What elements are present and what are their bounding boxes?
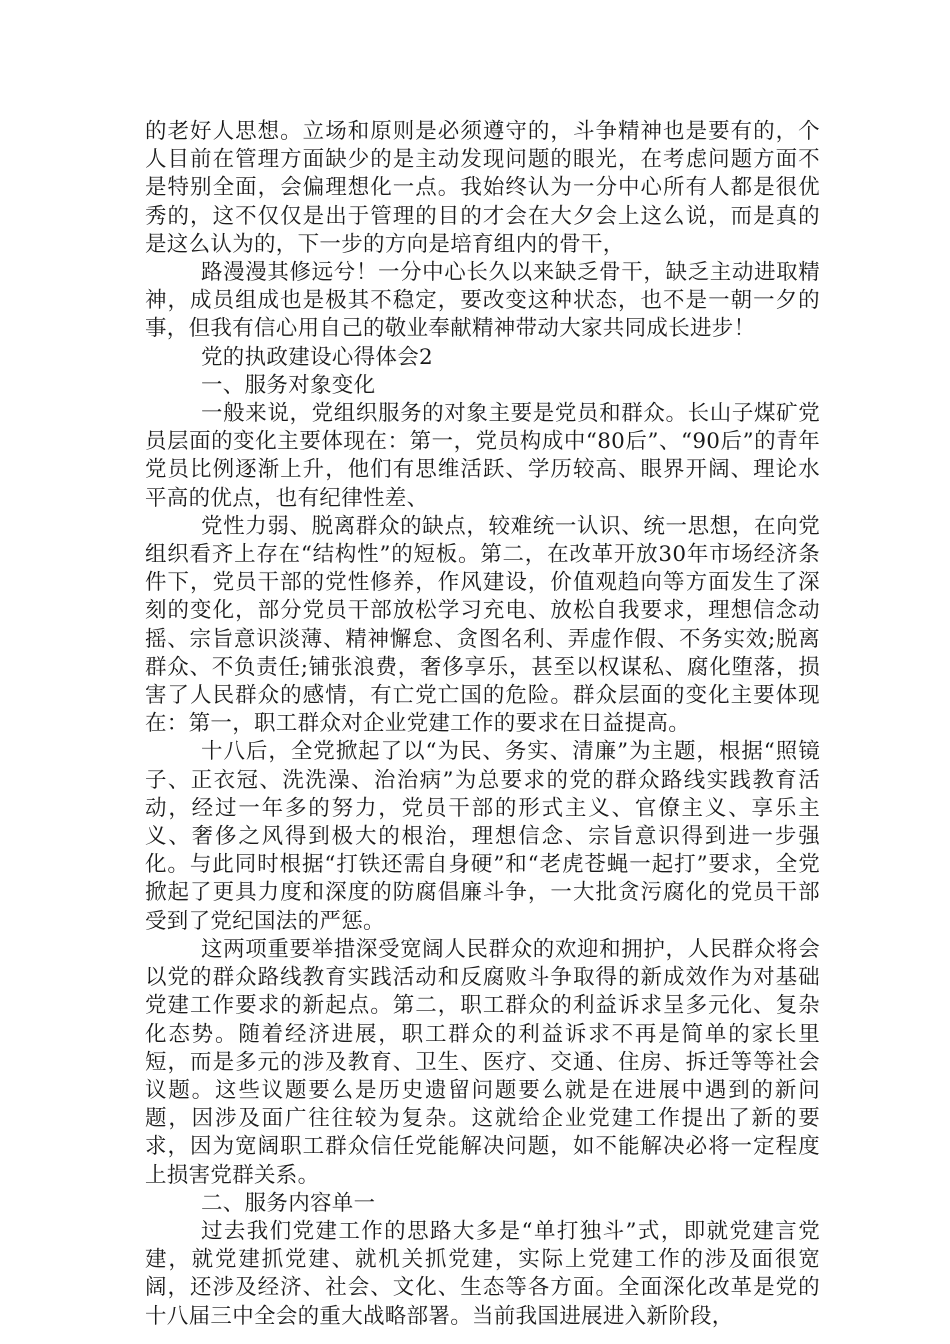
paragraph: 十八后，全党掀起了以“为民、务实、清廉”为主题，根据“照镜子、正衣冠、洗洗澡、治治病”为总要求的党的群众路线实践教育活动，经过一年多的努力，党员干部的形式主义、官僚主义、享乐主义、奢侈之风得到极大的根治，理想信念、宗旨意识得到进一步强化。与此同时根据“打铁还需自身硬”和“老虎苍蝇一起打”要求，全党掀起了更具力度和深度的防腐倡廉斗争，一大批贪污腐化的党员干部受到了党纪国法的严惩。 [145, 739, 820, 934]
section-heading: 二、服务内容单一 [201, 1190, 376, 1216]
paragraph: 过去我们党建工作的思路大多是“单打独斗”式，即就党建言党建，就党建抓党建、就机关抓党建，实际上党建工作的涉及面很宽阔，还涉及经济、社会、文化、生态等各方面。全面深化改革是党的十八届三中全会的重大战略部署。当前我国进展进入新阶段， [145, 1218, 820, 1329]
section-title: 党的执政建设心得体会2 [201, 344, 433, 370]
section-heading: 一、服务对象变化 [201, 372, 376, 398]
paragraph: 的老好人思想。立场和原则是必须遵守的，斗争精神也是要有的，个人目前在管理方面缺少的是主动发现问题的眼光，在考虑问题方面不是特别全面，会偏理想化一点。我始终认为一分中心所有人都是很优秀的，这不仅仅是出于管理的目的才会在大夕会上这么说，而是真的是这么认为的，下一步的方向是培育组内的骨干， [145, 119, 820, 257]
paragraph: 这两项重要举措深受宽阔人民群众的欢迎和拥护，人民群众将会以党的群众路线教育实践活动和反腐败斗争取得的新成效作为对基础党建工作要求的新起点。第二，职工群众的利益诉求呈多元化、复杂化态势。随着经济进展，职工群众的利益诉求不再是简单的家长里短，而是多元的涉及教育、卫生、医疗、交通、住房、拆迁等等社会议题。这些议题要么是历史遗留问题要么就是在进展中遇到的新问题，因涉及面广往往较为复杂。这就给企业党建工作提出了新的要求，因为宽阔职工群众信任党能解决问题，如不能解决必将一定程度上损害党群关系。 [145, 936, 820, 1188]
paragraph: 路漫漫其修远兮！一分中心长久以来缺乏骨干，缺乏主动进取精神，成员组成也是极其不稳定，要改变这种状态，也不是一朝一夕的事，但我有信心用自己的敬业奉献精神带动大家共同成长进步！ [145, 260, 820, 342]
paragraph: 一般来说，党组织服务的对象主要是党员和群众。长山子煤矿党员层面的变化主要体现在：第一，党员构成中“80后”、“90后”的青年党员比例逐渐上升，他们有思维活跃、学历较高、眼界开阔、理论水平高的优点，也有纪律性差、 [145, 401, 820, 511]
document-page [145, 118, 820, 1331]
paragraph: 党性力弱、脱离群众的缺点，较难统一认识、统一思想，在向党组织看齐上存在“结构性”的短板。第二，在改革开放30年市场经济条件下，党员干部的党性修养，作风建设，价值观趋向等方面发生了深刻的变化，部分党员干部放松学习充电、放松自我要求，理想信念动摇、宗旨意识淡薄、精神懈怠、贪图名利、弄虚作假、不务实效;脱离群众、不负责任;铺张浪费，奢侈享乐，甚至以权谋私、腐化堕落，损害了人民群众的感情，有亡党亡国的危险。群众层面的变化主要体现在：第一，职工群众对企业党建工作的要求在日益提高。 [145, 513, 820, 737]
